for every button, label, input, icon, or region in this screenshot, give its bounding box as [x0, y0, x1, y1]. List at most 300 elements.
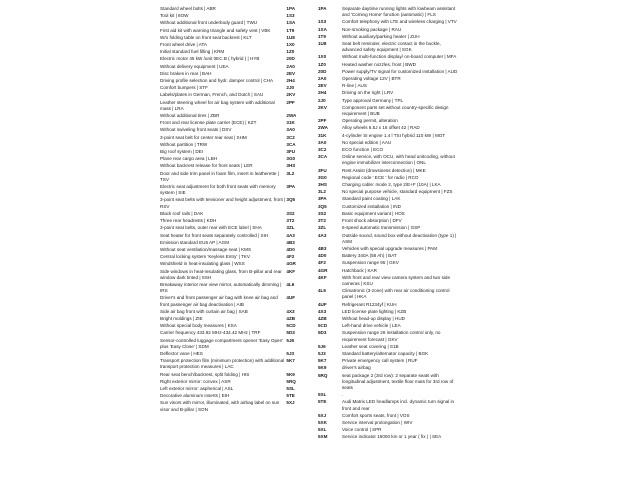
option-code: 4GR — [286, 261, 296, 267]
option-row — [318, 90, 458, 97]
option-description: Charging cable: mode 2, type 2/E+F (10A) | LKA — [342, 182, 441, 188]
option-code: 5SL — [286, 385, 295, 391]
option-code: 3S2 — [286, 210, 295, 216]
option-row — [318, 154, 458, 167]
option-description: Transport protection film (minimum protection) with additional transport protection measures | LAC — [160, 358, 285, 370]
option-row — [160, 338, 310, 351]
option-description: Black roof rails | DAK — [160, 210, 204, 216]
option-description: Voice control | SPR — [342, 427, 382, 433]
option-description: W/o folding table on front seat backrest | KLT — [160, 34, 252, 40]
option-code: 4A3 — [286, 232, 295, 238]
option-description: 3-point seat belts with tensioner and height adjustment, front | RSV — [160, 197, 286, 209]
option-description: Operating permit, alteration — [342, 118, 398, 124]
option-row — [160, 64, 310, 71]
option-row — [318, 351, 458, 358]
option-row — [318, 125, 458, 132]
option-description: Type approval Germany | TPL — [342, 97, 404, 103]
option-description: Comfort sports seats, front | VOS — [342, 412, 410, 418]
option-description: Windshield in heat-insulating glass | WSS — [160, 261, 245, 267]
option-description: Hatchback | KAR — [342, 267, 377, 273]
option-code: 4KF — [286, 268, 296, 274]
option-code: 3CA — [318, 154, 328, 160]
option-description: Customized installation | IND — [342, 203, 401, 209]
option-description: Initial standard fuel filling | KRM — [160, 49, 225, 55]
option-description: 3-point seat belts, outer rear with ECE label | SHA — [160, 225, 262, 231]
option-description: Driving on the right | LRV — [342, 90, 394, 96]
option-row — [160, 247, 310, 254]
option-row — [318, 118, 458, 125]
option-row — [318, 253, 458, 260]
option-code: 3G0 — [318, 174, 327, 180]
option-row — [318, 330, 458, 343]
option-code: 1T9 — [286, 27, 295, 33]
option-code: 3L2 — [286, 170, 295, 176]
option-code: 5SL — [318, 392, 327, 398]
option-row — [318, 399, 458, 412]
option-description: Audi Matrix LED headlamps incl. dynamic turn signal in front and rear — [342, 399, 455, 411]
option-code: 3ZL — [286, 225, 295, 231]
option-description: Separate daytime running lights with lowbeam assistant and 'Coming Home' function (automatic) | FLS — [342, 6, 456, 18]
option-code: 3HS — [318, 182, 327, 188]
option-row — [318, 392, 458, 399]
option-description: . — [342, 392, 344, 398]
option-row — [160, 142, 310, 149]
option-code: 3A0 — [286, 127, 295, 133]
option-row — [160, 323, 310, 330]
option-description: Climatronic (3-zone) with rear air conditioning control panel | HKA — [342, 288, 450, 300]
option-description: Component parts set without country-specific design requirement | BUB — [342, 104, 449, 117]
option-description: Sensor-controlled luggage compartment opener 'Easy Open' plus 'Easy Close' | SDM — [160, 337, 284, 349]
option-code: 20D — [286, 56, 295, 62]
option-code: 5XK — [318, 419, 327, 425]
option-code: 4B3 — [318, 245, 327, 251]
option-code: 5K7 — [318, 358, 327, 364]
option-description: Emission standard EU6 AP | AGM — [160, 239, 230, 245]
option-description: Front shock absorption | DFV — [342, 218, 402, 224]
option-description: Power supply/TV signal for customized installation | AUD — [342, 68, 458, 74]
option-description: Big roof system | DEI — [160, 149, 204, 155]
option-description: Outside sound, sound box without deactivation (type 1) | ASM — [342, 232, 457, 244]
option-row — [160, 35, 310, 42]
option-row — [160, 386, 310, 393]
option-row — [160, 400, 310, 413]
option-description: Without special body measures | KSA — [160, 323, 237, 329]
option-row — [318, 218, 458, 225]
option-code: 3HS — [286, 163, 296, 169]
option-code: 4ZB — [318, 315, 327, 321]
option-description: Bright moldings | ZIE — [160, 315, 203, 321]
option-row — [160, 184, 310, 197]
option-description: With front and rear view camera system and two side cameras | KSU — [342, 274, 450, 286]
option-row — [160, 330, 310, 337]
option-code: 4F2 — [286, 254, 295, 260]
option-row — [318, 373, 458, 393]
option-row — [318, 69, 458, 76]
option-code: 4F2 — [318, 260, 326, 266]
option-row — [318, 98, 458, 105]
option-code: 2PF — [286, 99, 295, 105]
option-description: Labels/plates in German, French, and Dutch | SAU — [160, 92, 264, 98]
option-row — [160, 218, 310, 225]
option-row — [160, 240, 310, 247]
option-code: 5CD — [318, 323, 328, 329]
option-description: Alloy wheels 6.5J x 16 offset 42 | RAD — [342, 125, 420, 131]
option-code: 3FU — [286, 149, 296, 155]
option-code: 4B3 — [286, 239, 295, 245]
option-row — [318, 189, 458, 196]
option-code: 5TE — [286, 393, 295, 399]
option-description: Driving profile selection and hydr. damper control | CHA — [160, 78, 274, 84]
option-row — [160, 56, 310, 63]
option-description: R-line | AUS — [342, 83, 367, 89]
option-row — [318, 133, 458, 140]
option-description: Decorative aluminum inserts | EIH — [160, 393, 230, 399]
option-description: Left exterior mirror: aspherical | ASL — [160, 385, 234, 391]
option-row — [318, 309, 458, 316]
option-description: Non-smoking package | RAU — [342, 26, 402, 32]
option-code: 2H4 — [318, 90, 327, 96]
option-row — [318, 246, 458, 253]
option-description: ECO function | ECO — [342, 147, 384, 153]
option-description: Without additional tires | ZBR — [160, 113, 220, 119]
option-description: Rear seat bench/backrest, split folding | HIS — [160, 371, 250, 377]
option-description: Without swiveling front seats | DSV — [160, 127, 232, 133]
option-code: 1PA — [318, 6, 327, 11]
option-description: Standard battery/alternator capacity | BGK — [342, 350, 429, 356]
option-row — [160, 309, 310, 316]
option-code: 4KF — [318, 274, 327, 280]
option-description: Front wheel drive | ATA — [160, 42, 207, 48]
option-row — [160, 127, 310, 134]
option-description: 6-speed automatic transmission | GSP — [342, 225, 421, 231]
option-code: 4A3 — [318, 232, 327, 238]
option-row — [160, 28, 310, 35]
option-description: Battery 340A (58 Ah) | BAT — [342, 253, 397, 259]
option-description: Standard paint coating | LAK — [342, 196, 401, 202]
option-row — [318, 140, 458, 147]
option-code: 5RQ — [318, 372, 328, 378]
option-code: 5XM — [318, 434, 328, 440]
option-description: Seat belt reminder, electric contact in the buckle, advanced safety equipment | SGK — [342, 41, 441, 53]
option-code: 2J0 — [318, 97, 326, 103]
option-row — [318, 302, 458, 309]
option-description: Door and side trim panel in foam film, insert in leatherette | TSV — [160, 170, 279, 182]
option-code: 5XL — [318, 427, 327, 433]
option-row — [318, 27, 458, 34]
option-code: 1X0 — [286, 42, 295, 48]
option-row — [318, 365, 458, 372]
option-description: Private emergency call system | RUF — [342, 358, 418, 364]
option-row — [160, 351, 310, 358]
option-code: 2KV — [286, 92, 296, 98]
option-row — [318, 19, 458, 26]
option-code: 3PA — [286, 184, 296, 190]
option-description: Without partition | TRW — [160, 141, 208, 147]
option-description: Basic equipment variant | HOS — [342, 210, 405, 216]
option-code: 2PF — [318, 118, 327, 124]
option-row — [318, 268, 458, 275]
option-row — [318, 427, 458, 434]
option-description: No special purpose vehicle, standard equipment | FZS — [342, 189, 453, 195]
option-row — [160, 100, 310, 113]
option-row — [160, 393, 310, 400]
option-description: Plane rear cargo area | LBH — [160, 156, 218, 162]
option-row — [160, 13, 310, 20]
option-description: Three rear headrests | KDH — [160, 218, 217, 224]
option-row — [160, 269, 310, 282]
option-description: Disc brakes in rear | BAH — [160, 70, 212, 76]
option-code: 4D0 — [318, 253, 327, 259]
option-description: Suspension range 95 | GKV — [342, 260, 399, 266]
option-code: 5D3 — [286, 330, 295, 336]
option-description: Suspension range 26 installation control only, no requirement forecast | GKV — [342, 330, 441, 342]
option-code: 1S3 — [318, 19, 327, 25]
option-code: 1Z0 — [318, 61, 326, 67]
option-description: Service indicator 15000 km or 1 year ( fix ) | SEA — [342, 434, 442, 440]
option-row — [318, 260, 458, 267]
option-row — [318, 105, 458, 118]
option-row — [160, 156, 310, 163]
option-code: 4UF — [318, 301, 327, 307]
option-row — [318, 54, 458, 61]
option-code: 5J3 — [318, 350, 326, 356]
option-code: 2WA — [286, 113, 297, 119]
option-row — [318, 76, 458, 83]
option-code: 2EV — [318, 83, 327, 89]
option-code: 2KV — [318, 104, 327, 110]
option-code: 1SA — [318, 26, 327, 32]
option-description: No special edition | AAU — [342, 139, 392, 145]
option-code: 4X3 — [286, 308, 295, 314]
option-description: seat package 2 (3rd row): 2 separate seats with longitudinal adjustment, textile floor mats for 3rd row of seats — [342, 372, 454, 390]
option-code: 4L6 — [286, 281, 295, 287]
option-code: 4D0 — [286, 246, 295, 252]
option-code: 3A0 — [318, 139, 327, 145]
option-row — [160, 78, 310, 85]
option-description: Carrier frequency 433.92 MHz-434.42 MHz | TRF — [160, 330, 261, 336]
option-row — [318, 168, 458, 175]
option-code: 5J6 — [318, 343, 326, 349]
option-row — [160, 372, 310, 379]
option-description: Service interval prolongation | WIV — [342, 419, 413, 425]
option-code: 1T9 — [318, 33, 326, 39]
option-description: Seat heater for front seats separately controlled | SIH — [160, 232, 269, 238]
option-code: 3S2 — [318, 210, 327, 216]
option-code: 5K9 — [286, 371, 295, 377]
option-row — [318, 204, 458, 211]
option-row — [318, 175, 458, 182]
option-code: 4UF — [286, 295, 296, 301]
option-description: Tool kit | 8OW — [160, 13, 189, 19]
option-description: Standard wheel bolts | ABR — [160, 6, 216, 11]
option-row — [160, 316, 310, 323]
option-row — [318, 41, 458, 54]
option-row — [160, 225, 310, 232]
option-description: Comfort telephony with LTE and wireless charging | VTV — [342, 19, 457, 25]
option-code: 3Q5 — [286, 197, 296, 203]
option-description: LED license plate lighting | KZB — [342, 308, 407, 314]
option-code: 5XJ — [286, 400, 295, 406]
option-row — [318, 211, 458, 218]
option-description: Front and rear license plate carrier (ECE) | KZT — [160, 120, 257, 126]
option-row — [160, 6, 310, 13]
option-row — [160, 295, 310, 308]
option-row — [160, 261, 310, 268]
option-row — [318, 316, 458, 323]
option-description: Without backrest release for front seats | LER — [160, 163, 253, 169]
option-code: 2A0 — [318, 76, 327, 82]
option-row — [160, 171, 310, 184]
option-row — [318, 6, 458, 19]
option-row — [160, 42, 310, 49]
option-description: Electric motor 45 kW /unit 0EC.B ( hybrid ) | HYB — [160, 56, 260, 62]
option-code: 1PA — [286, 6, 296, 11]
option-row — [318, 413, 458, 420]
option-description: Without delivery equipment | UEA — [160, 63, 229, 69]
option-code: 5K9 — [318, 365, 327, 371]
option-code: 3C2 — [286, 134, 295, 140]
option-description: Operating voltage 12V | BTR — [342, 76, 401, 82]
option-code: 2A0 — [286, 63, 295, 69]
option-row — [160, 211, 310, 218]
option-code: 1X0 — [318, 54, 327, 60]
option-row — [160, 49, 310, 56]
option-row — [160, 85, 310, 92]
option-row — [160, 149, 310, 156]
option-row — [160, 254, 310, 261]
option-description: First aid kit with warning triangle and safety vest | VBK — [160, 27, 271, 33]
option-code: 3Q5 — [318, 203, 327, 209]
option-description: Driver's and front passenger air bag with knee air bag and front passenger air bag deactivation | AIB — [160, 295, 278, 307]
option-code: 1U8 — [318, 41, 327, 47]
option-row — [160, 379, 310, 386]
option-row — [160, 282, 310, 295]
option-code: 5J3 — [286, 350, 295, 356]
option-description: Without seat ventilation/massage seat | KMS — [160, 246, 252, 252]
option-row — [160, 113, 310, 120]
option-row — [318, 62, 458, 69]
option-code: 20D — [318, 68, 327, 74]
option-description: Online service, with OCU, with head unitcoding, without engine immobilizer interconnection | ONL — [342, 154, 455, 166]
option-code: 3C2 — [318, 147, 327, 153]
option-code: 4ZB — [286, 315, 296, 321]
option-code: 2J0 — [286, 85, 295, 91]
option-description: Left-hand drive vehicle | LEA — [342, 323, 401, 329]
option-code: 1S3 — [286, 13, 295, 19]
option-description: Deflector vane | HES — [160, 350, 203, 356]
option-row — [318, 147, 458, 154]
option-code: 2WA — [318, 125, 328, 131]
option-code: 2H4 — [286, 78, 295, 84]
option-description: Without auxiliary/parking heater | ZUH — [342, 33, 420, 39]
option-row — [318, 83, 458, 90]
option-description: Without additional front underbody guard | TWU — [160, 20, 258, 26]
option-row — [318, 275, 458, 288]
option-description: Comfort bumpers | STF — [160, 85, 208, 91]
option-row — [318, 420, 458, 427]
option-code: 4L6 — [318, 288, 326, 294]
option-description: Electric seat adjustment for both front seats with memory system | SIE — [160, 184, 276, 196]
option-description: 4-cylinder SI engine 1.4 l TSI hybrid 110 kW | MOT — [342, 132, 446, 138]
option-code: 1Z0 — [286, 49, 295, 55]
option-description: Right exterior mirror: convex | ASR — [160, 378, 231, 384]
option-code: 3FU — [318, 167, 327, 173]
option-description: Without multi-function display/ on-board computer | MFA — [342, 54, 457, 60]
option-code: 31K — [286, 120, 295, 126]
option-row — [318, 358, 458, 365]
option-row — [318, 233, 458, 246]
option-code: 3PA — [318, 196, 327, 202]
option-description: Side windows in heat-insulating glass, from B-pillar and rear window dark tinted | SSH — [160, 268, 282, 280]
option-row — [160, 358, 310, 371]
option-row — [160, 92, 310, 99]
option-description: Side air bag front with curtain air bag | SAB — [160, 308, 248, 314]
option-row — [318, 182, 458, 189]
option-row — [160, 135, 310, 142]
option-code: 5XJ — [318, 412, 327, 418]
option-row — [160, 197, 310, 210]
option-code: 1SA — [286, 20, 296, 26]
option-row — [160, 163, 310, 170]
option-row — [318, 434, 458, 441]
option-code: 3CA — [286, 141, 296, 147]
option-description: 3-point seat belt for center rear seat | SHM — [160, 134, 247, 140]
option-row — [318, 196, 458, 203]
option-row — [318, 344, 458, 351]
option-description: Regional code ' ECE ' for radio | RCO — [342, 174, 419, 180]
option-code: 3L2 — [318, 189, 326, 195]
option-code: 5CD — [286, 323, 296, 329]
option-code: 3G0 — [286, 156, 296, 162]
option-description: Leather steering wheel for air bag system with additional mass | LRA — [160, 99, 275, 111]
option-code: 5TE — [318, 399, 327, 405]
option-description: Vehicles with special upgrade measures | PAM — [342, 245, 438, 251]
option-code: 1U8 — [286, 34, 295, 40]
option-description: Rest Assist (drowsiness detection) | MKE — [342, 167, 426, 173]
option-code: 4GR — [318, 267, 328, 273]
option-row — [318, 34, 458, 41]
option-code: 3ZL — [318, 225, 327, 231]
option-row — [160, 233, 310, 240]
option-code: 3T2 — [286, 218, 295, 224]
option-row — [318, 288, 458, 301]
option-description: Heated washer nozzles, front | BWD — [342, 61, 416, 67]
option-row — [160, 71, 310, 78]
option-code: 5J6 — [286, 337, 295, 343]
option-code: 2EV — [286, 70, 296, 76]
option-description: Without head-up display | HUD — [342, 315, 405, 321]
right-options-column — [318, 6, 458, 442]
option-row — [160, 120, 310, 127]
option-code: 5K7 — [286, 358, 295, 364]
option-description: driver's airbag — [342, 365, 371, 371]
option-description: Central locking system 'Keyless Entry' | TKV — [160, 254, 250, 260]
option-row — [318, 323, 458, 330]
left-options-table — [160, 6, 310, 414]
option-description: Refrigerant R1234yf | KUH — [342, 301, 397, 307]
option-description: Leather seat covering | S1B — [342, 343, 399, 349]
option-code: 5D3 — [318, 330, 327, 336]
option-description: Sun visors with mirror, illuminated, with airbag label on sun visor and B-pillar | SON — [160, 400, 280, 412]
option-code: 31K — [318, 132, 327, 138]
option-row — [318, 225, 458, 232]
option-description: Breakaway interior rear view mirror, automatically dimming | IRS — [160, 281, 282, 294]
option-code: 5RQ — [286, 378, 296, 384]
option-code: 3T2 — [318, 218, 326, 224]
option-row — [160, 20, 310, 27]
right-options-table — [318, 6, 458, 442]
option-code: 4X3 — [318, 308, 327, 314]
